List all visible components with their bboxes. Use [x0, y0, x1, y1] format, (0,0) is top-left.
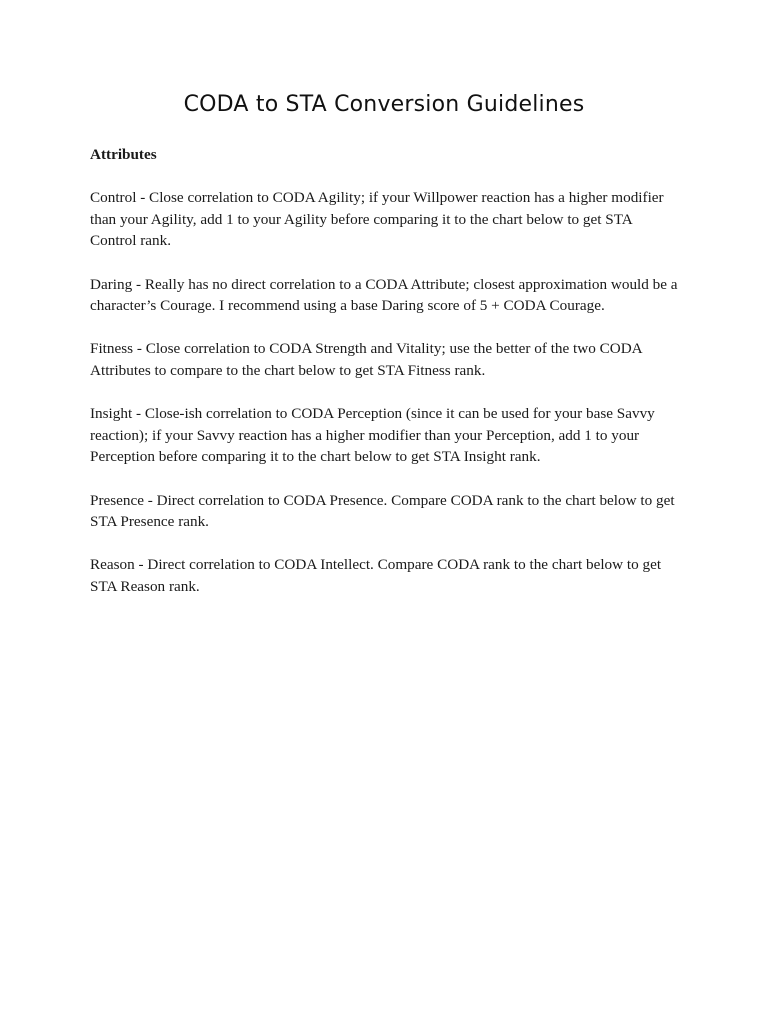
document-body [90, 144, 680, 619]
paragraph-daring: Daring - Really has no direct correlation to a CODA Attribute; closest approximation would be a character’s Courage. I recommend using a base Daring score of 5 + CODA Courage. [90, 275, 678, 315]
paragraph-fitness: Fitness - Close correlation to CODA Strength and Vitality; use the better of the two CODA Attributes to compare to the chart below to get STA Fitness rank. [90, 340, 642, 379]
section-heading-attributes: Attributes [90, 146, 157, 163]
paragraph-control: Control - Close correlation to CODA Agility; if your Willpower reaction has a higher modifier than your Agility, add 1 to your Agility before comparing it to the chart below to get STA Control rank. [90, 189, 664, 250]
paragraph-presence: Presence - Direct correlation to CODA Presence. Compare CODA rank to the chart below to get STA Presence rank. [90, 491, 675, 531]
paragraph-reason: Reason - Direct correlation to CODA Intellect. Compare CODA rank to the chart below to get STA Reason rank. [90, 556, 662, 595]
paragraph-insight: Insight - Close-ish correlation to CODA Perception (since it can be used for your base Savvy reaction); if your Savvy reaction has a higher modifier than your Perception, add 1 to your Perception before comparing it to the chart below to get STA Insight rank. [90, 405, 655, 466]
page-title: CODA to STA Conversion Guidelines [183, 92, 585, 117]
